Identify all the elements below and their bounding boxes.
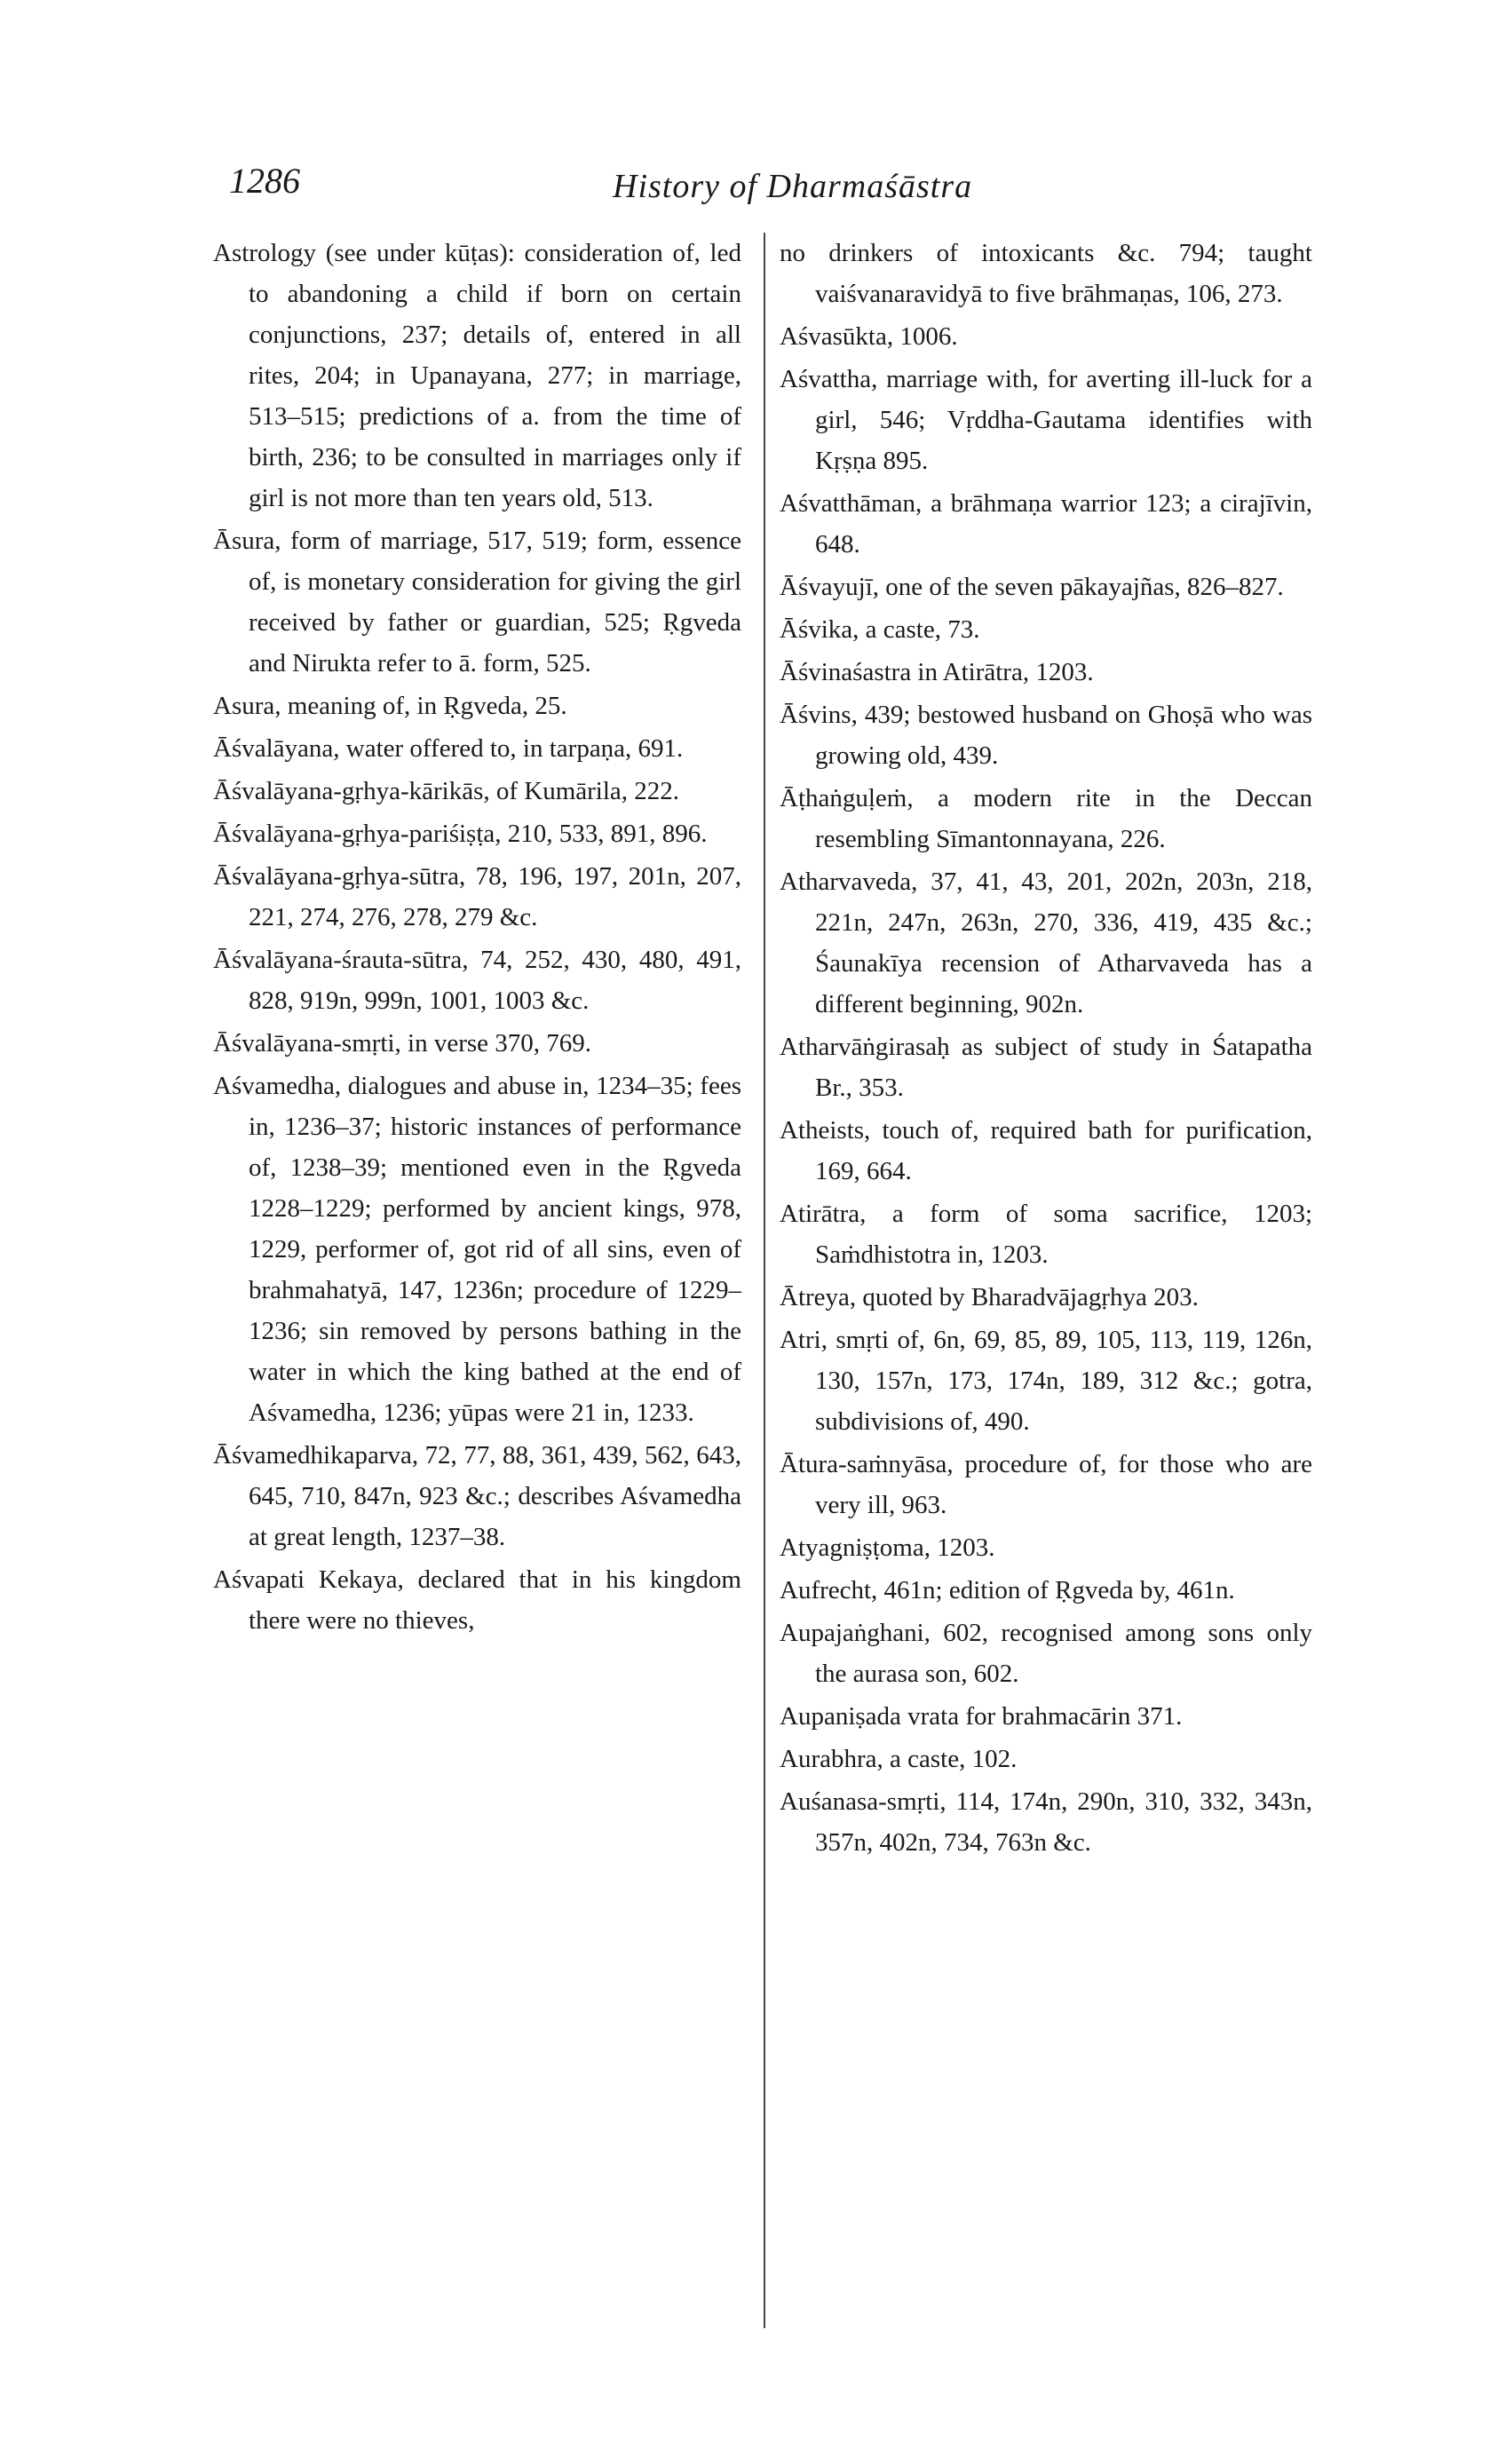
index-entry: Atri, smṛti of, 6n, 69, 85, 89, 105, 113, 119, 126n, 130, 157n, 173, 174n, 189, 312 &c.; gotra, subdivisions of, 490.	[780, 1326, 1312, 1436]
index-entry: Aurabhra, a caste, 102.	[780, 1745, 1018, 1773]
index-entry: Ātreya, quoted by Bharadvājagṛhya 203.	[780, 1283, 1199, 1311]
index-entry: Aśvatthāman, a brāhmaṇa warrior 123; a cirajīvin, 648.	[780, 489, 1312, 559]
index-entry: Atharvāṅgirasaḥ as subject of study in Śatapatha Br., 353.	[780, 1033, 1312, 1102]
index-entry: Aśvattha, marriage with, for averting ill-luck for a girl, 546; Vṛddha-Gautama identifies with Kṛṣṇa 895.	[780, 365, 1312, 475]
page-number: 1286	[229, 161, 300, 201]
left-column	[213, 233, 741, 1643]
index-entry: Āśvalāyana, water offered to, in tarpaṇa, 691.	[213, 734, 684, 763]
running-title: History of Dharmaśāstra	[613, 168, 973, 205]
page-header	[0, 160, 1489, 213]
index-entry: Āśvins, 439; bestowed husband on Ghoṣā who was growing old, 439.	[780, 701, 1312, 770]
index-entry: no drinkers of intoxicants &c. 794; taught vaiśvanaravidyā to five brāhmaṇas, 106, 273.	[780, 239, 1312, 308]
index-entry: Āśvalāyana-smṛti, in verse 370, 769.	[213, 1029, 592, 1058]
index-entry: Aupaniṣada vrata for brahmacārin 371.	[780, 1702, 1183, 1731]
index-entry: Āśvinaśastra in Atirātra, 1203.	[780, 658, 1094, 686]
column-divider	[764, 233, 765, 2328]
index-entry: Āṭhaṅguḷeṁ, a modern rite in the Deccan resembling Sīmantonnayana, 226.	[780, 784, 1312, 853]
index-entry: Āśvalāyana-gṛhya-sūtra, 78, 196, 197, 201n, 207, 221, 274, 276, 278, 279 &c.	[213, 862, 741, 931]
index-entry: Āśvalāyana-gṛhya-kārikās, of Kumārila, 222.	[213, 777, 680, 805]
index-entry: Ātura-saṁnyāsa, procedure of, for those who are very ill, 963.	[780, 1450, 1312, 1519]
index-entry: Āśvalāyana-gṛhya-pariśiṣṭa, 210, 533, 891, 896.	[213, 820, 708, 848]
right-column	[780, 233, 1312, 1865]
index-entry: Aśvasūkta, 1006.	[780, 322, 958, 351]
index-entry: Atharvaveda, 37, 41, 43, 201, 202n, 203n, 218, 221n, 247n, 263n, 270, 336, 419, 435 &c.; Śaunakīya recension of Atharvaveda has a different beginning, 902n.	[780, 868, 1312, 1018]
index-entry: Auśanasa-smṛti, 114, 174n, 290n, 310, 332, 343n, 357n, 402n, 734, 763n &c.	[780, 1787, 1312, 1857]
index-entry: Āśvika, a caste, 73.	[780, 615, 980, 644]
index-entry: Atheists, touch of, required bath for purification, 169, 664.	[780, 1116, 1312, 1185]
index-entry: Aśvapati Kekaya, declared that in his kingdom there were no thieves,	[213, 1565, 741, 1635]
index-entry: Asura, meaning of, in Ṛgveda, 25.	[213, 692, 567, 720]
index-entry: Āśvalāyana-śrauta-sūtra, 74, 252, 430, 480, 491, 828, 919n, 999n, 1001, 1003 &c.	[213, 946, 741, 1015]
index-entry: Āśvayujī, one of the seven pākayajñas, 826–827.	[780, 573, 1284, 601]
index-entry: Astrology (see under kūṭas): consideration of, led to abandoning a child if born on certain conjunctions, 237; details of, entered in all rites, 204; in Upanayana, 277; in marriage, 513–515; predictions of a. from the time of birth, 236; to be consulted in marriages only if girl is not more than ten years old, 513.	[213, 239, 741, 512]
index-entry: Āśvamedhikaparva, 72, 77, 88, 361, 439, 562, 643, 645, 710, 847n, 923 &c.; describes Aśvamedha at great length, 1237–38.	[213, 1441, 741, 1551]
index-entry: Āsura, form of marriage, 517, 519; form, essence of, is monetary consideration for giving the girl received by father or guardian, 525; Ṛgveda and Nirukta refer to ā. form, 525.	[213, 527, 741, 677]
index-entry: Atyagniṣṭoma, 1203.	[780, 1533, 995, 1562]
index-entry: Aśvamedha, dialogues and abuse in, 1234–35; fees in, 1236–37; historic instances of performance of, 1238–39; mentioned even in the Ṛgveda 1228–1229; performed by ancient kings, 978, 1229, performer of, got rid of all sins, even of brahmahatyā, 147, 1236n; procedure of 1229–1236; sin removed by persons bathing in the water in which the king bathed at the end of Aśvamedha, 1236; yūpas were 21 in, 1233.	[213, 1072, 741, 1427]
index-entry: Atirātra, a form of soma sacrifice, 1203; Saṁdhistotra in, 1203.	[780, 1200, 1312, 1269]
index-entry: Aufrecht, 461n; edition of Ṛgveda by, 461n.	[780, 1576, 1235, 1604]
index-entry: Aupajaṅghani, 602, recognised among sons only the aurasa son, 602.	[780, 1619, 1312, 1688]
